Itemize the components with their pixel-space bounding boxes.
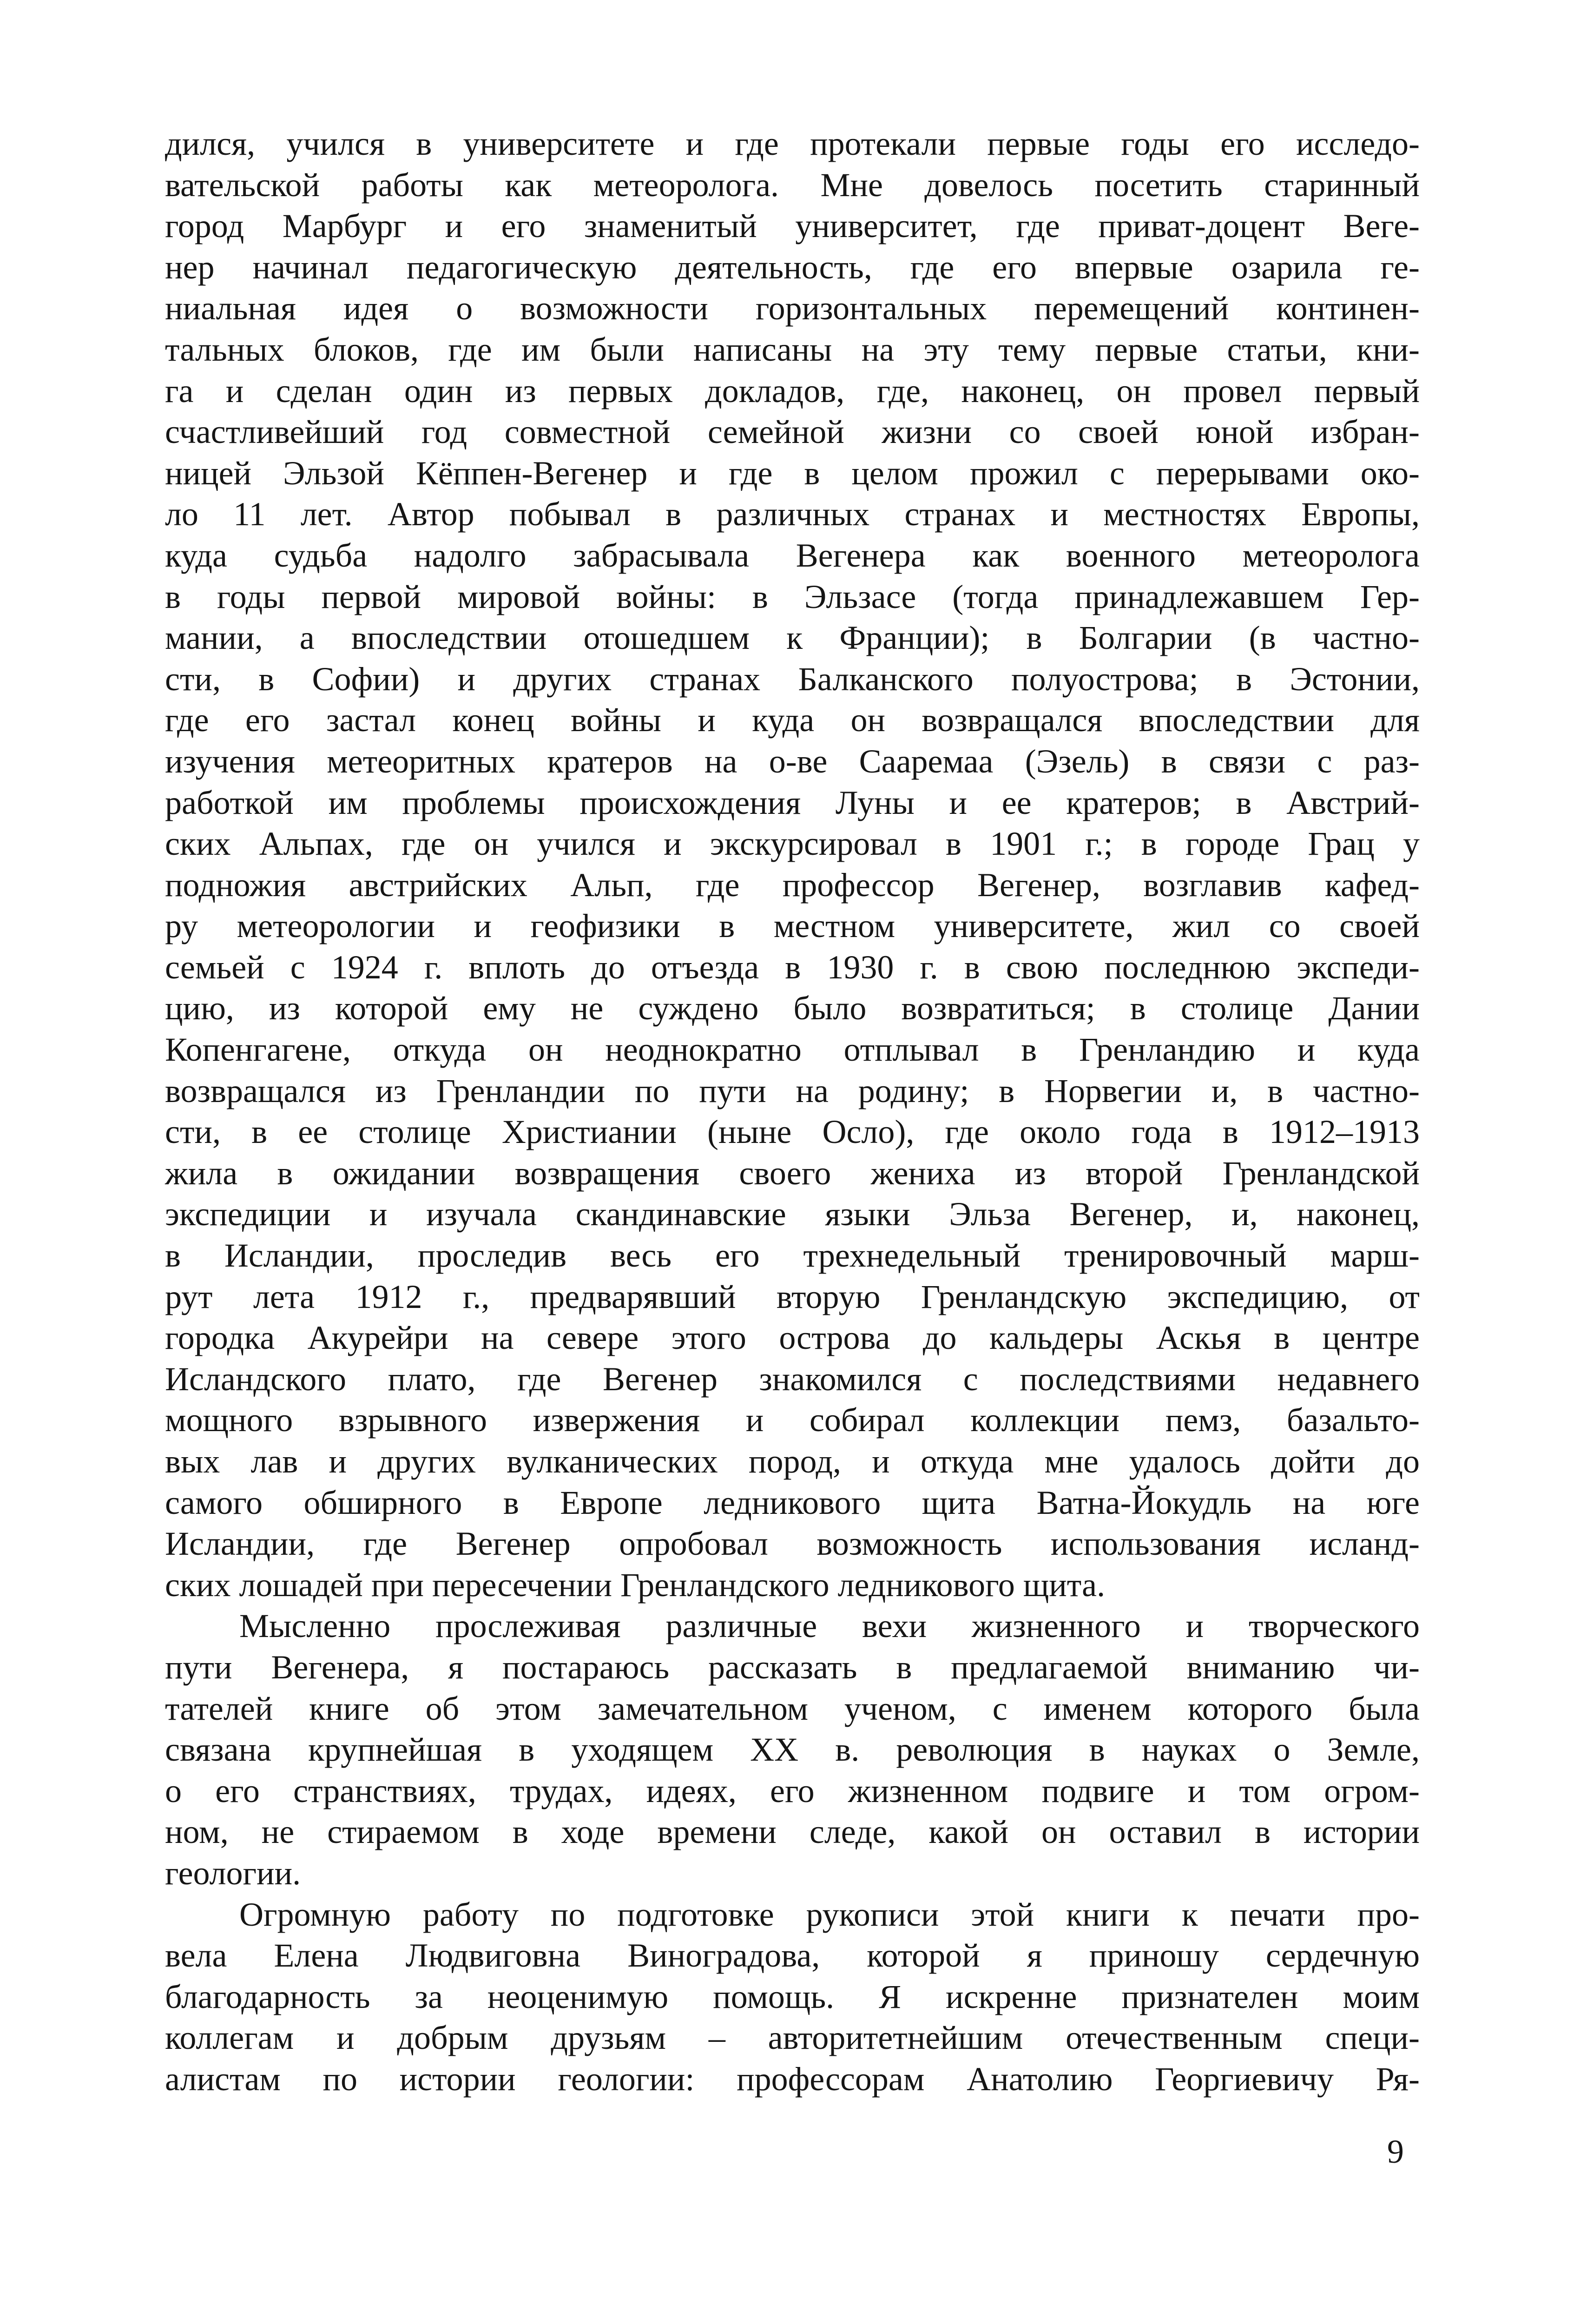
text-line: пути Вегенера, я постараюсь рассказать в предлагаемой вниманию чи- (165, 1648, 1420, 1686)
text-line: где его застал конец войны и куда он возвращался впоследствии для (165, 701, 1420, 739)
page-number: 9 (1387, 2133, 1404, 2170)
text-line: сти, в ее столице Христиании (ныне Осло), где около года в 1912–1913 (165, 1113, 1420, 1151)
text-line: Исландии, где Вегенер опробовал возможность использования исланд- (165, 1525, 1420, 1563)
text-line: га и сделан один из первых докладов, где, наконец, он провел первый (165, 372, 1420, 409)
text-line: ло 11 лет. Автор побывал в различных странах и местностях Европы, (165, 495, 1420, 533)
text-line: ру метеорологии и геофизики в местном университете, жил со своей (165, 907, 1420, 945)
text-line: вательской работы как метеоролога. Мне довелось посетить старинный (165, 166, 1420, 204)
text-line: в Исландии, проследив весь его трехнедельный тренировочный марш- (165, 1237, 1420, 1274)
paragraph (165, 1894, 1420, 2100)
paragraph (165, 1605, 1420, 1894)
text-line: ном, не стираемом в ходе времени следе, какой он оставил в истории (165, 1813, 1420, 1851)
text-line: самого обширного в Европе ледникового щита Ватна-Йокудль на юге (165, 1484, 1420, 1521)
text-line: Мысленно прослеживая различные вехи жизненного и творческого (239, 1607, 1420, 1645)
text-line: вых лав и других вулканических пород, и откуда мне удалось дойти до (165, 1443, 1420, 1480)
text-line: Огромную работу по подготовке рукописи этой книги к печати про- (239, 1895, 1420, 1933)
text-line: тателей книге об этом замечательном ученом, с именем которого была (165, 1690, 1420, 1727)
text-line: Исландского плато, где Вегенер знакомился с последствиями недавнего (165, 1360, 1420, 1398)
text-line: ниальная идея о возможности горизонтальных перемещений континен- (165, 290, 1420, 327)
text-line: счастливейший год совместной семейной жизни со своей юной избран- (165, 413, 1420, 451)
page-body (165, 123, 1420, 2100)
text-line: коллегам и добрым друзьям – авторитетнейшим отечественным специ- (165, 2019, 1420, 2057)
text-line: в годы первой мировой войны: в Эльзасе (тогда принадлежавшем Гер- (165, 578, 1420, 615)
text-line: куда судьба надолго забрасывала Вегенера как военного метеоролога (165, 536, 1420, 574)
text-line: алистам по истории геологии: профессорам Анатолию Георгиевичу Ря- (165, 2060, 1420, 2098)
text-line: мощного взрывного извержения и собирал коллекции пемз, базальто- (165, 1401, 1420, 1439)
text-line: ских Альпах, где он учился и экскурсировал в 1901 г.; в городе Грац у (165, 825, 1420, 863)
text-line: городка Акурейри на севере этого острова до кальдеры Аскья в центре (165, 1319, 1420, 1357)
text-line: геологии. (165, 1854, 301, 1892)
text-line: нер начинал педагогическую деятельность, где его впервые озарила ге- (165, 248, 1420, 286)
text-line: город Марбург и его знаменитый университет, где приват-доцент Веге- (165, 207, 1420, 245)
text-line: связана крупнейшая в уходящем XX в. революция в науках о Земле, (165, 1731, 1420, 1769)
text-line: изучения метеоритных кратеров на о-ве Сааремаа (Эзель) в связи с раз- (165, 742, 1420, 780)
text-line: цию, из которой ему не суждено было возвратиться; в столице Дании (165, 990, 1420, 1027)
text-line: экспедиции и изучала скандинавские языки Эльза Вегенер, и, наконец, (165, 1195, 1420, 1233)
text-line: благодарность за неоценимую помощь. Я искренне признателен моим (165, 1978, 1420, 2015)
text-line: возвращался из Гренландии по пути на родину; в Норвегии и, в частно- (165, 1072, 1420, 1109)
text-line: подножия австрийских Альп, где профессор Вегенер, возглавив кафед- (165, 866, 1420, 904)
text-line: работкой им проблемы происхождения Луны и ее кратеров; в Австрий- (165, 784, 1420, 821)
text-line: сти, в Софии) и других странах Балканского полуострова; в Эстонии, (165, 660, 1420, 698)
paragraph (165, 123, 1420, 1605)
text-line: тальных блоков, где им были написаны на эту тему первые статьи, кни- (165, 330, 1420, 368)
text-line: мании, а впоследствии отошедшем к Франции); в Болгарии (в частно- (165, 619, 1420, 657)
text-line: жила в ожидании возвращения своего жениха из второй Гренландской (165, 1154, 1420, 1192)
text-line: Копенгагене, откуда он неоднократно отплывал в Гренландию и куда (165, 1031, 1420, 1069)
text-line: семьей с 1924 г. вплоть до отъезда в 1930 г. в свою последнюю экспеди- (165, 948, 1420, 986)
text-line: ских лошадей при пересечении Гренландского ледникового щита. (165, 1566, 1106, 1604)
text-line: дился, учился в университете и где протекали первые годы его исследо- (165, 125, 1420, 162)
text-line: вела Елена Людвиговна Виноградова, которой я приношу сердечную (165, 1937, 1420, 1974)
text-line: о его странствиях, трудах, идеях, его жизненном подвиге и том огром- (165, 1772, 1420, 1809)
text-line: ницей Эльзой Кёппен-Вегенер и где в целом прожил с перерывами око- (165, 454, 1420, 492)
text-line: рут лета 1912 г., предварявший вторую Гренландскую экспедицию, от (165, 1278, 1420, 1315)
